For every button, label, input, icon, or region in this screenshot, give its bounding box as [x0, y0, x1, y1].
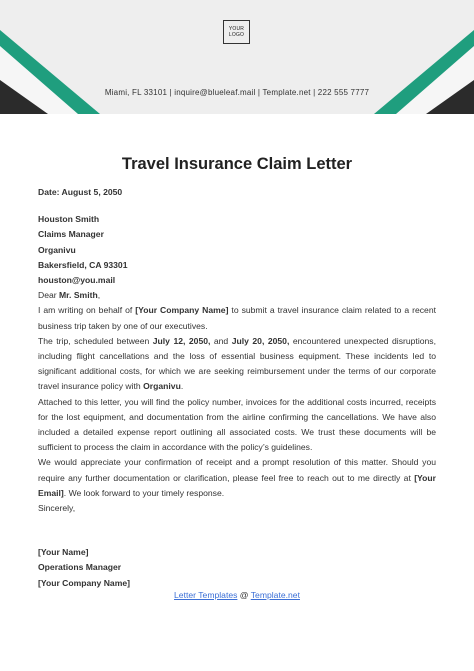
salutation: Dear Mr. Smith, [38, 290, 101, 301]
paragraph-intro: I am writing on behalf of [Your Company Name] to submit a travel insurance claim related to a recent business trip taken by one of our executives. [38, 305, 437, 331]
template-net-link[interactable]: Template.net [250, 590, 300, 600]
recipient-company: Organivu [38, 244, 76, 255]
letter-paragraphs [38, 288, 436, 516]
closing: Sincerely, [38, 503, 76, 514]
paragraph-trip-details: The trip, scheduled between July 12, 2050, and July 20, 2050, encountered unexpected disruptions, including flight cancellations and the loss of essential business equipment. These incidents led to significant additional costs, for which we are seeking reimbursement under the terms of our corporate travel insurance policy with Organivu. [38, 335, 436, 392]
trip-start-date: July 12, 2050, [152, 335, 211, 346]
signature-block [38, 545, 436, 591]
signature-position: Operations Manager [38, 562, 122, 573]
contact-line: Miami, FL 33101 | inquire@blueleaf.mail | Template.net | 222 555 7777 [104, 88, 370, 97]
letter-date: Date: August 5, 2050 [38, 187, 123, 197]
placeholder-email: [Your Email] [38, 472, 436, 498]
paragraph-request: We would appreciate your confirmation of receipt and a prompt resolution of this matter. Should you require any further documentation or clarification, please feel free to reach out to me directly at [Your Email]. We look forward to your timely response. [38, 457, 436, 498]
letterhead [0, 0, 474, 114]
placeholder-company: [Your Company Name] [135, 305, 229, 316]
footer [0, 590, 474, 600]
recipient-position: Claims Manager [38, 229, 104, 240]
footer-separator: @ [237, 590, 251, 600]
company-logo-placeholder [223, 20, 250, 44]
signature-company: [Your Company Name] [38, 577, 130, 588]
logo-text: YOUR LOGO [228, 26, 245, 38]
letter-body [38, 185, 436, 591]
recipient-block [38, 212, 436, 288]
letter-title: Travel Insurance Claim Letter [121, 155, 353, 173]
trip-end-date: July 20, 2050, [231, 335, 290, 346]
recipient-email: houston@you.mail [38, 275, 116, 286]
paragraph-attachments: Attached to this letter, you will find the policy number, invoices for the additional costs incurred, receipts for the lost equipment, and documentation from the airline confirming the cancellations. We have also included a detailed expense report outlining all associated costs. We trust these documents will be sufficient to process the claim in accordance with the policy’s guidelines. [38, 396, 436, 453]
recipient-name: Houston Smith [38, 214, 100, 225]
recipient-city: Bakersfield, CA 93301 [38, 259, 128, 270]
insurer-name: Organivu [143, 381, 181, 392]
signature-name: [Your Name] [38, 547, 89, 558]
salutation-name: Mr. Smith [59, 290, 98, 301]
letter-templates-link[interactable]: Letter Templates [174, 590, 238, 600]
